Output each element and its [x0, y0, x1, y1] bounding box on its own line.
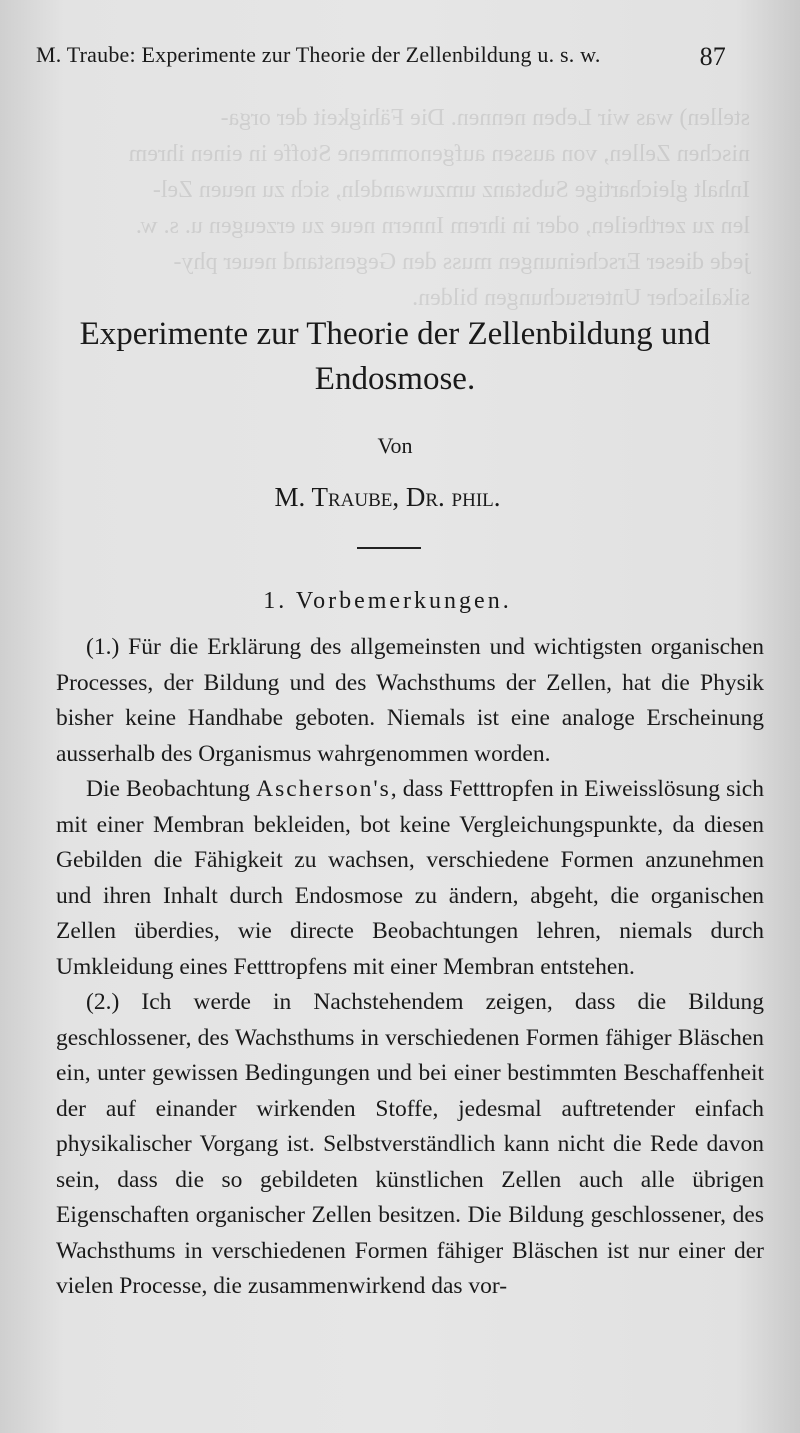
- cited-name: Ascherson's: [256, 776, 391, 802]
- paragraph-2: [56, 772, 764, 985]
- article-title: Experimente zur Theorie der Zellenbildung und Endosmose.: [79, 316, 711, 397]
- byline-von: Von: [377, 433, 413, 458]
- paragraph-3: (2.) Ich werde in Nachstehendem zeigen, dass die Bildung geschlossener, des Wachsthums in verschiedenen Formen fähiger Bläschen ein, unter gewissen Bedingungen und bei einer bestimmten Beschaffenheit der auf einander wirkenden Stoffe, jedesmal auftretender einfach physikalischer Vorgang ist. Selbstverständlich kann nicht die Rede davon sein, dass die so gebildeten künstlichen Zellen auch alle übrigen Eigenschaften organischer Zellen besitzen. Die Bildung geschlossener, des Wachsthums in verschiedenen Formen fähiger Bläschen ist nur einer der vielen Processe, die zusammenwirkend das vor-: [56, 989, 764, 1299]
- bleed-through-text: stellen) was wir Leben nennen. Die Fähigkeit der orga- nischen Zellen, von aussen aufgenommene Stoffe in einen ihrem Inhalt gleichartige Substanz umzuwandeln, sich zu neuen Zel- len zu zertheilen, oder in ihrem Innern neue zu erzeugen u. s. w. jede dieser Erscheinungen muss den Gegenstand neuer phy- sikalischer Untersuchungen bilden.: [128, 105, 750, 311]
- paragraph-2-start: Die Beobachtung: [86, 776, 257, 802]
- body-text: [56, 630, 764, 1305]
- separator-rule: [357, 547, 421, 549]
- paragraph-1: (1.) Für die Erklärung des allgemeinsten und wichtigsten organischen Processes, der Bildung und des Wachsthums der Zellen, hat die Physik bisher keine Handhabe geboten. Niemals ist eine analoge Erscheinung ausserhalb des Organismus wahrgenommen worden.: [56, 634, 764, 767]
- page-number: 87: [699, 42, 726, 71]
- section-heading: 1. Vorbemerkungen.: [263, 588, 512, 614]
- author-name: [0, 482, 775, 513]
- running-head: [36, 42, 726, 72]
- author-text: M. Traube, Dr. phil.: [274, 482, 501, 512]
- paragraph-2-rest: , dass Fetttropfen in Eiweisslösung sich mit einer Membran bekleiden, bot keine Vergleichungspunkte, da diesen Gebilden die Fähigkeit zu wachsen, verschiedene Formen anzunehmen und ihren Inhalt durch Endosmose zu ändern, abgeht, die organischen Zellen überdies, wie directe Beobachtungen lehren, niemals durch Umkleidung eines Fetttropfens mit einer Membran entstehen.: [56, 776, 764, 980]
- running-head-text: M. Traube: Experimente zur Theorie der Zellenbildung u. s. w.: [36, 42, 601, 67]
